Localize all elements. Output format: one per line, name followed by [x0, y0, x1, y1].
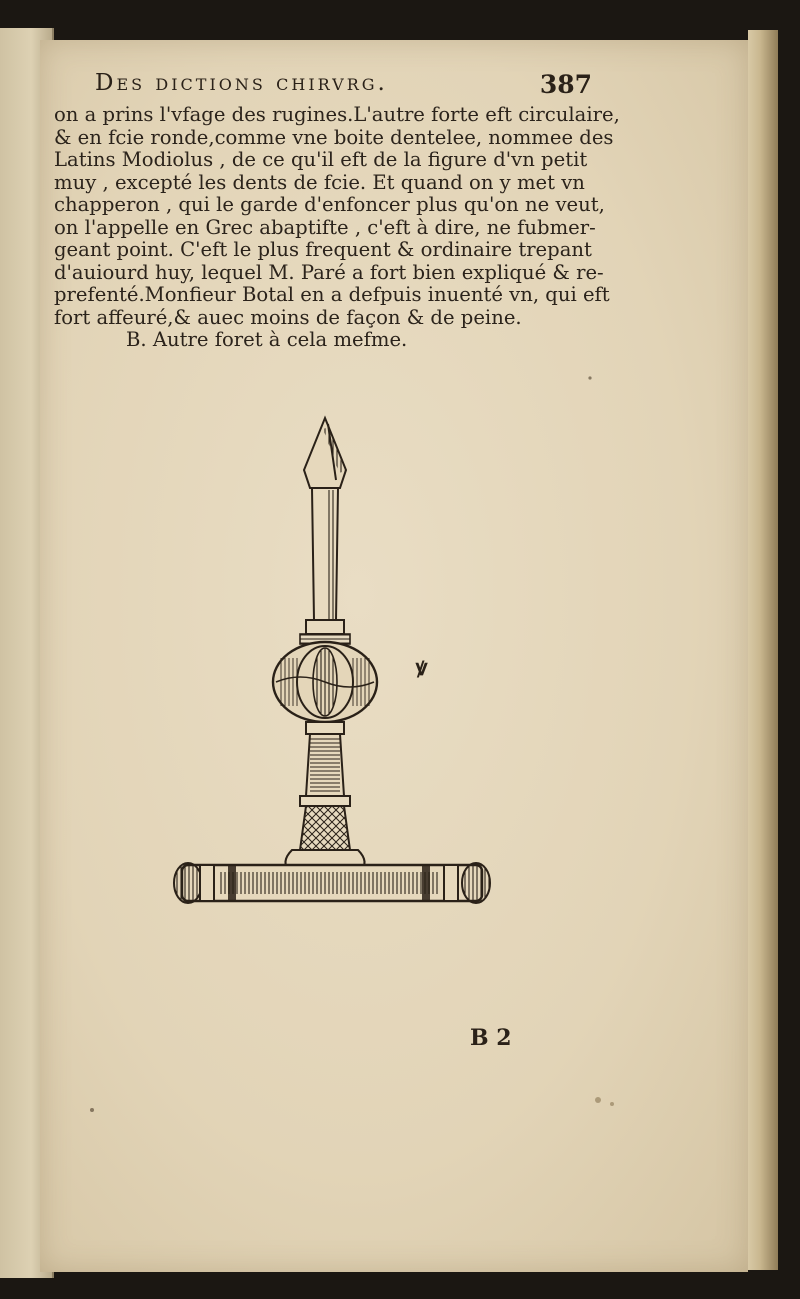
text-line: on a prins l'vfage des rugines.L'autre forte eft circulaire, — [54, 103, 620, 126]
text-line: geant point. C'eft le plus frequent & ordinaire trepant — [54, 238, 592, 261]
text-line: prefenté.Monfieur Botal en a defpuis inuenté vn, qui eft — [54, 283, 610, 306]
text-line: d'auiourd huy, lequel M. Paré a fort bien expliqué & re- — [54, 260, 604, 284]
figure-small-mark: ꝟ — [416, 655, 428, 681]
signature-mark: B 2 — [470, 1025, 512, 1051]
text-line: Latins Modiolus , de ce qu'il eft de la figure d'vn petit — [54, 148, 588, 171]
drill-woodcut-illustration — [160, 410, 510, 920]
text-line: chapperon , qui le garde d'enfoncer plus qu'on ne veut, — [54, 193, 605, 216]
header-title: Des dictions chirvrg. — [95, 70, 388, 96]
figure-caption: B. Autre foret à cela mefme. — [126, 328, 408, 351]
running-header — [95, 70, 600, 104]
body-text — [54, 103, 620, 352]
page-number: 387 — [539, 70, 592, 99]
text-line: & en fcie ronde,comme vne boite dentelee, nommee des — [54, 125, 614, 149]
page-stack-edge — [748, 30, 778, 1270]
text-line: fort affeuré,& auec moins de façon & de peine. — [54, 305, 522, 329]
text-line: muy , excepté les dents de fcie. Et quand on y met vn — [54, 170, 585, 194]
text-line: on l'appelle en Grec abaptifte , c'eft à dire, ne fubmer- — [54, 215, 596, 239]
